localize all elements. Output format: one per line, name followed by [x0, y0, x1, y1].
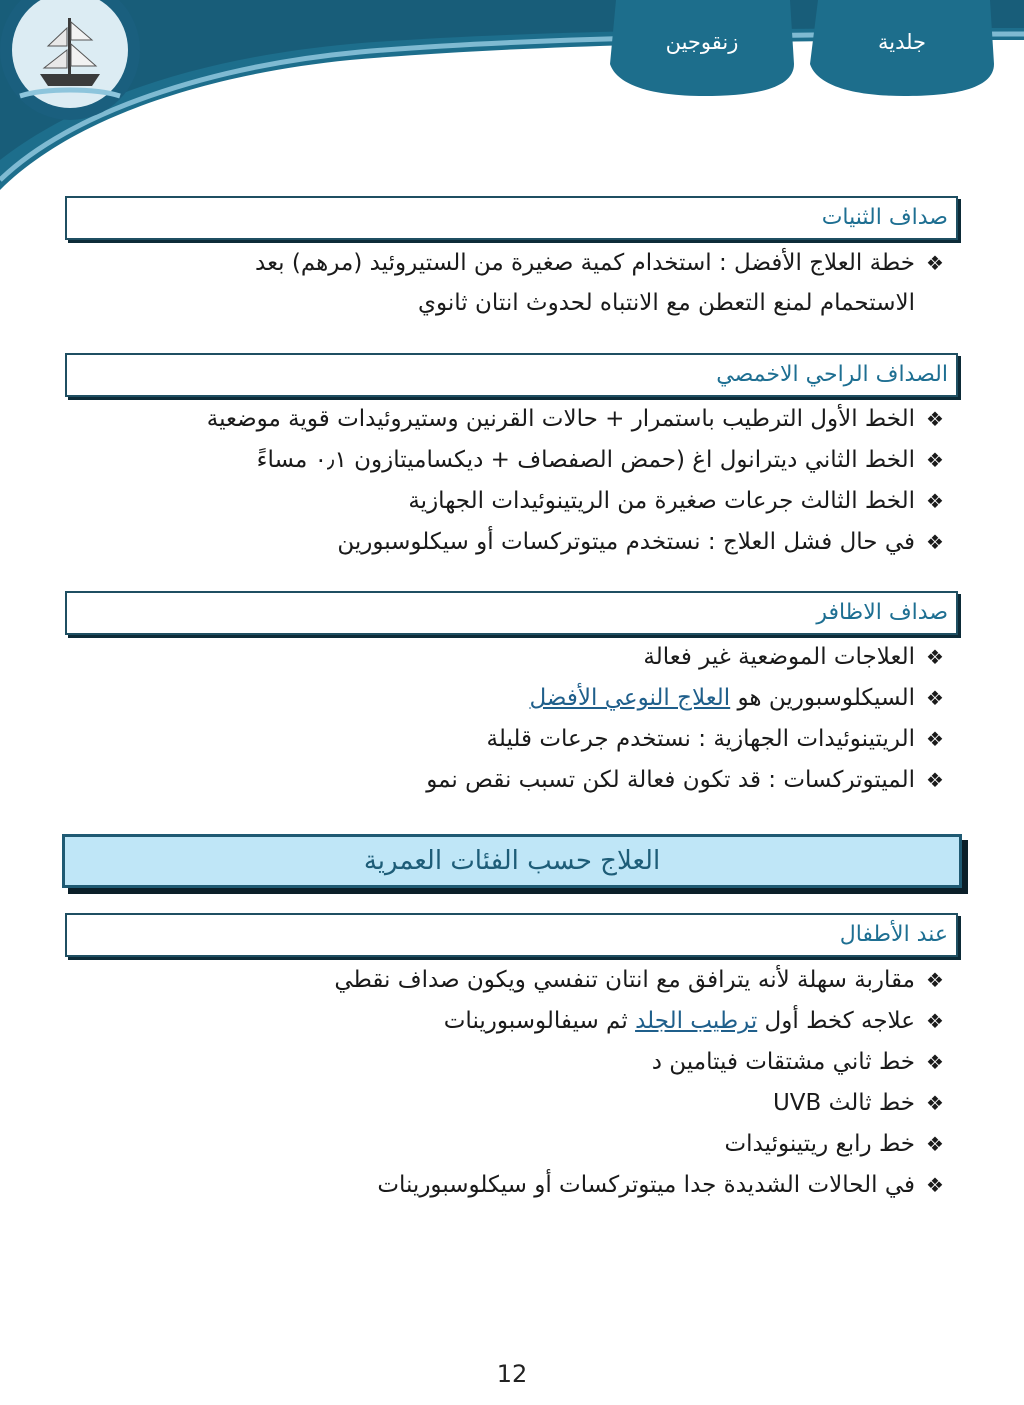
section-title-children: عند الأطفال [65, 913, 958, 957]
age-groups-banner: العلاج حسب الفئات العمرية [62, 834, 962, 888]
tab-zincogene[interactable]: زنقوجين [665, 30, 739, 54]
diamond-bullet-icon: ❖ [926, 530, 944, 554]
list-item: ❖الميتوتركسات : قد تكون فعالة لكن تسبب نقص نمو [100, 761, 955, 799]
diamond-bullet-icon: ❖ [926, 1091, 944, 1115]
diamond-bullet-icon: ❖ [926, 1009, 944, 1033]
list-item-continuation: الاستحمام لمنع التعطن مع الانتباه لحدوث انتان ثانوي [417, 290, 915, 316]
list-item: ❖خطة العلاج الأفضل : استخدام كمية صغيرة من الستيروئيد (مرهم) بعد [100, 244, 955, 282]
diamond-bullet-icon: ❖ [926, 768, 944, 792]
diamond-bullet-icon: ❖ [926, 1173, 944, 1197]
list-item: ❖الخط الثاني ديترانول اغ (حمض الصفصاف + ديكساميتازون ٠٫١ مساءً [100, 441, 955, 479]
diamond-bullet-icon: ❖ [926, 968, 944, 992]
section-title-palmoplantar-psoriasis: الصداف الراحي الاخمصي [65, 353, 958, 397]
diamond-bullet-icon: ❖ [926, 645, 944, 669]
list-item: ❖الخط الثالث جرعات صغيرة من الريتينوئيدات الجهازية [100, 482, 955, 520]
section-title-inverse-psoriasis: صداف الثنيات [65, 196, 958, 240]
best-specific-treatment-link[interactable]: العلاج النوعي الأفضل [529, 685, 731, 711]
list-item: ❖الريتينوئيدات الجهازية : نستخدم جرعات قليلة [100, 720, 955, 758]
list-item: ❖علاجه كخط أول ترطيب الجلد ثم سيفالوسبورينات [100, 1002, 955, 1040]
list-item: ❖خط رابع ريتينوئيدات [100, 1125, 955, 1163]
diamond-bullet-icon: ❖ [926, 686, 944, 710]
list-item: ❖خط ثاني مشتقات فيتامين د [100, 1043, 955, 1081]
diamond-bullet-icon: ❖ [926, 489, 944, 513]
list-item: ❖الخط الأول الترطيب باستمرار + حالات القرنين وستيروئيدات قوية موضعية [100, 400, 955, 438]
diamond-bullet-icon: ❖ [926, 448, 944, 472]
list-item: ❖في الحالات الشديدة جدا ميتوتركسات أو سيكلوسبورينات [100, 1166, 955, 1204]
tab-dermatology[interactable]: جلدية [877, 30, 927, 54]
list-item: ❖في حال فشل العلاج : نستخدم ميتوتركسات أو سيكلوسبورين [100, 523, 955, 561]
diamond-bullet-icon: ❖ [926, 407, 944, 431]
diamond-bullet-icon: ❖ [926, 1132, 944, 1156]
list-item: ❖العلاجات الموضعية غير فعالة [100, 638, 955, 676]
page-number: 12 [496, 1360, 528, 1388]
diamond-bullet-icon: ❖ [926, 251, 944, 275]
skin-moisturizing-link[interactable]: ترطيب الجلد [635, 1008, 758, 1034]
list-item: ❖خط ثالث UVB [100, 1084, 955, 1122]
diamond-bullet-icon: ❖ [926, 727, 944, 751]
list-item: ❖السيكلوسبورين هو العلاج النوعي الأفضل [100, 679, 955, 717]
section-title-nail-psoriasis: صداف الاظافر [65, 591, 958, 635]
list-item: ❖مقاربة سهلة لأنه يترافق مع انتان تنفسي ويكون صداف نقطي [100, 961, 955, 999]
diamond-bullet-icon: ❖ [926, 1050, 944, 1074]
